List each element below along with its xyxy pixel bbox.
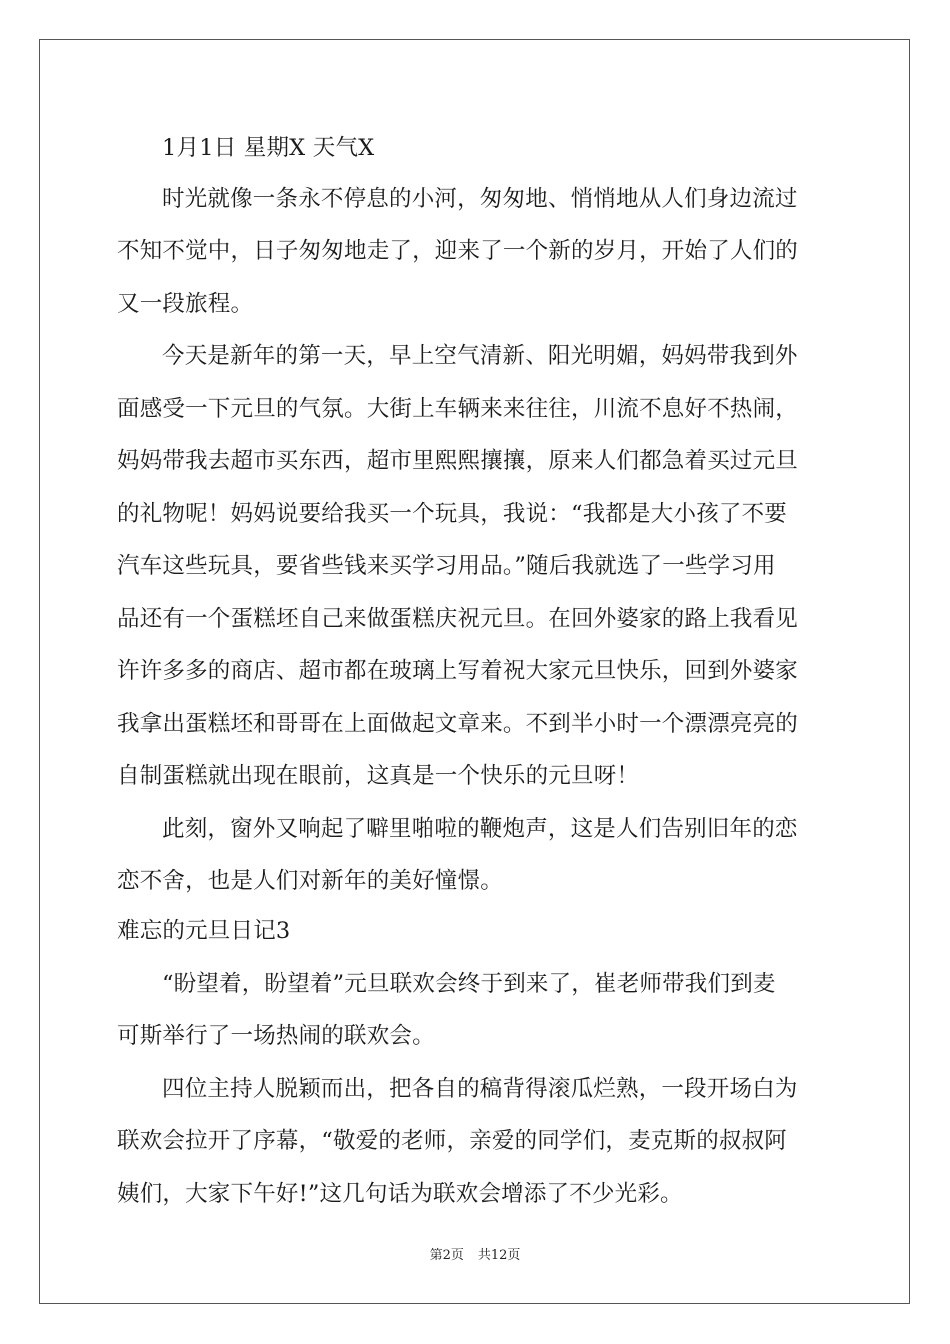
paragraph-line: 姨们，大家下午好!”这几句话为联欢会增添了不少光彩。: [117, 1181, 683, 1207]
paragraph-line: 四位主持人脱颖而出，把各自的稿背得滚瓜烂熟，一段开场白为: [162, 1076, 798, 1102]
paragraph-line: 联欢会拉开了序幕，“敬爱的老师，亲爱的同学们，麦克斯的叔叔阿: [117, 1128, 788, 1154]
paragraph-line: 妈妈带我去超市买东西，超市里熙熙攘攘，原来人们都急着买过元旦: [117, 448, 799, 474]
paragraph-line: 又一段旅程。: [117, 291, 254, 317]
page-footer: [0, 1248, 950, 1264]
paragraph-line: “盼望着，盼望着”元旦联欢会终于到来了，崔老师带我们到麦: [162, 971, 776, 997]
paragraph-line: 今天是新年的第一天，早上空气清新、阳光明媚，妈妈带我到外: [162, 343, 798, 369]
section-title: 难忘的元旦日记3: [117, 918, 291, 944]
paragraph-line: 自制蛋糕就出现在眼前，这真是一个快乐的元旦呀！: [117, 763, 640, 789]
paragraph-line: 汽车这些玩具，要省些钱来买学习用品。”随后我就选了一些学习用: [117, 553, 776, 579]
paragraph-line: 许许多多的商店、超市都在玻璃上写着祝大家元旦快乐，回到外婆家: [117, 658, 799, 684]
paragraph-line: 我拿出蛋糕坯和哥哥在上面做起文章来。不到半小时一个漂漂亮亮的: [117, 711, 799, 737]
paragraph-line: 的礼物呢！妈妈说要给我买一个玩具，我说：“我都是大小孩了不要: [117, 501, 788, 527]
paragraph-line: 恋不舍，也是人们对新年的美好憧憬。: [117, 868, 503, 894]
paragraph-line: 不知不觉中，日子匆匆地走了，迎来了一个新的岁月，开始了人们的: [117, 238, 799, 264]
paragraph-line: 可斯举行了一场热闹的联欢会。: [117, 1023, 435, 1049]
paragraph-line: 品还有一个蛋糕坯自己来做蛋糕庆祝元旦。在回外婆家的路上我看见: [117, 606, 799, 632]
date-line: 1月1日 星期X 天气X: [162, 135, 375, 161]
paragraph-line: 时光就像一条永不停息的小河，匆匆地、悄悄地从人们身边流过: [162, 186, 798, 212]
paragraph-line: 此刻，窗外又响起了噼里啪啦的鞭炮声，这是人们告别旧年的恋: [162, 816, 798, 842]
paragraph-line: 面感受一下元旦的气氛。大街上车辆来来往往，川流不息好不热闹，: [117, 396, 799, 422]
page-number: 第2页: [429, 1248, 464, 1263]
page-total: 共12页: [477, 1248, 521, 1263]
